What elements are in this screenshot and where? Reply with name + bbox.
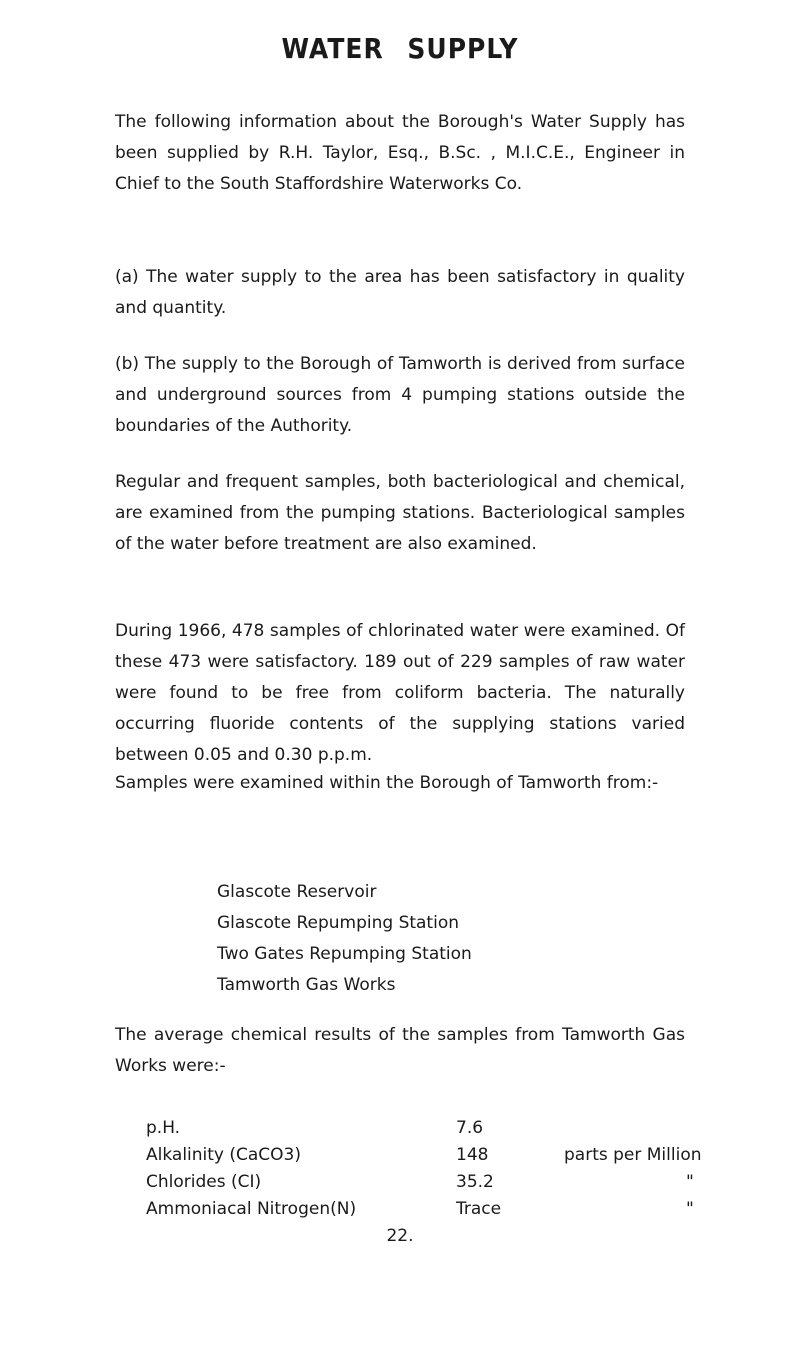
intro-paragraph: The following information about the Borough's Water Supply has been supplied by R.H. Taylor, Esq., B.Sc. , M.I.C.E., Engineer in Chief to the South Staffordshire Waterworks Co. [115, 112, 685, 194]
average-results-intro: The average chemical results of the samples from Tamworth Gas Works were:- [115, 1025, 685, 1076]
paragraph-b: (b) The supply to the Borough of Tamworth is derived from surface and underground sources from 4 pumping stations outside the boundaries of the Authority. [115, 354, 685, 436]
result-unit: " [686, 1172, 694, 1192]
table-row [0, 1196, 800, 1223]
table-row [0, 1142, 800, 1169]
results-1966-paragraph: During 1966, 478 samples of chlorinated water were examined. Of these 473 were satisfactory. 189 out of 229 samples of raw water were found to be free from coliform bacteria. The naturally occurring fluoride contents of the supplying stations varied between 0.05 and 0.30 p.p.m. [115, 621, 685, 765]
sample-sites-list [217, 877, 472, 1001]
list-item: Glascote Repumping Station [217, 913, 460, 933]
sample-locations-intro: Samples were examined within the Borough of Tamworth from:- [115, 773, 659, 793]
page-number: 22. [386, 1226, 414, 1246]
result-name: Alkalinity (CaCO3) [146, 1145, 302, 1165]
table-row [0, 1115, 800, 1142]
result-value: Trace [456, 1199, 502, 1219]
page-title: WATER SUPPLY [281, 32, 519, 65]
result-value: 35.2 [456, 1172, 494, 1192]
sampling-paragraph: Regular and frequent samples, both bacteriological and chemical, are examined from the pumping stations. Bacteriological samples of the water before treatment are also examined. [115, 472, 685, 554]
list-item: Glascote Reservoir [217, 882, 377, 902]
result-name: p.H. [146, 1118, 181, 1138]
result-name: Chlorides (CI) [146, 1172, 262, 1192]
result-name: Ammoniacal Nitrogen(N) [146, 1199, 357, 1219]
result-unit: parts per Million [564, 1145, 702, 1165]
table-row [0, 1169, 800, 1196]
result-value: 7.6 [456, 1118, 484, 1138]
result-value: 148 [456, 1145, 489, 1165]
result-unit: " [686, 1199, 694, 1219]
list-item: Tamworth Gas Works [217, 975, 396, 995]
list-item: Two Gates Repumping Station [217, 944, 472, 964]
paragraph-a: (a) The water supply to the area has been satisfactory in quality and quantity. [115, 267, 685, 318]
